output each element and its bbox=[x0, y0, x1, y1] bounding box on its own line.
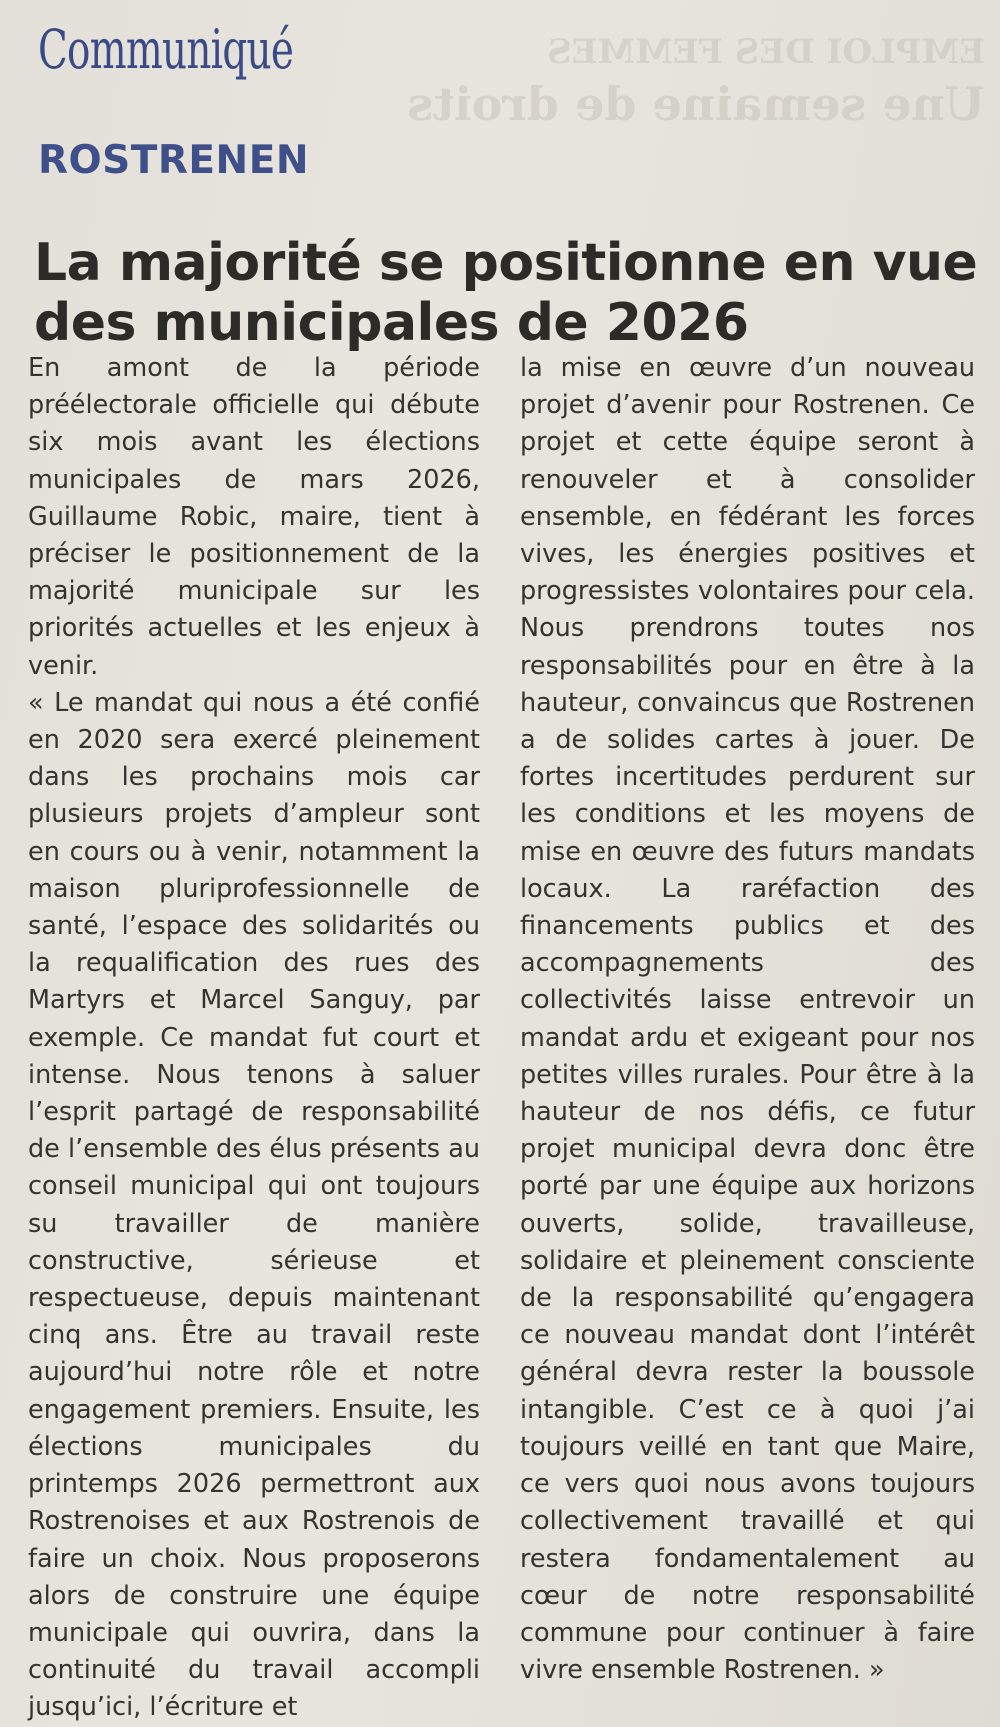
bleed-through-text bbox=[407, 30, 985, 134]
article-column-right bbox=[520, 350, 975, 1689]
location-kicker: ROSTRENEN bbox=[38, 138, 309, 183]
article-quote-part-1: « Le mandat qui nous a été confié en 2020 sera exercé pleinement dans les prochains mois car plusieurs projets d’ampleur sont en cours ou à venir, notamment la maison pluriprofessionnelle de santé, l’espace des solidarités ou la requalification des rues des Martyrs et Marcel Sanguy, par exemple. Ce mandat fut court et intense. Nous tenons à saluer l’esprit partagé de responsabilité de l’ensemble des élus présents au conseil municipal qui ont toujours su travailler de manière constructive, sérieuse et respectueuse, depuis maintenant cinq ans. Être au travail reste aujourd’hui notre rôle et notre engagement premiers. Ensuite, les élections municipales du printemps 2026 permettront aux Rostrenoises et aux Rostrenois de faire un choix. Nous proposerons alors de construire une équipe municipale qui ouvrira, dans la continuité du travail accompli jusqu’ici, l’écriture et bbox=[28, 687, 480, 1723]
bleed-through-line-1: EMPLOI DES FEMMES bbox=[547, 32, 985, 72]
article-column-left bbox=[28, 350, 480, 1727]
article-headline: La majorité se positionne en vue des municipales de 2026 bbox=[34, 232, 978, 353]
section-label: Communiqué bbox=[38, 18, 294, 81]
article-intro: En amont de la période préélectorale officielle qui débute six mois avant les élections municipales de mars 2026, Guillaume Robic, maire, tient à préciser le positionnement de la majorité municipale sur les priorités actuelles et les enjeux à venir. bbox=[28, 353, 480, 681]
article-quote-part-2: la mise en œuvre d’un nouveau projet d’avenir pour Rostrenen. Ce projet et cette équipe seront à renouveler et à consolider ensemble, en fédérant les forces vives, les énergies positives et progressistes volontaires pour cela. Nous prendrons toutes nos responsabilités pour en être à la hauteur, convaincus que Rostrenen a de solides cartes à jouer. De fortes incertitudes perdurent sur les conditions et les moyens de mise en œuvre des futurs mandats locaux. La raréfaction des financements publics et des accompagnements des collectivités laisse entrevoir un mandat ardu et exigeant pour nos petites villes rurales. Pour être à la hauteur de nos défis, ce futur projet municipal devra donc être porté par une équipe aux horizons ouverts, solide, travailleuse, solidaire et pleinement consciente de la responsabilité qu’engagera ce nouveau mandat dont l’intérêt général devra rester la boussole intangible. C’est ce à quoi j’ai toujours veillé en tant que Maire, ce vers quoi nous avons toujours collectivement travaillé et qui restera fondamentalement au cœur de notre responsabilité commune pour continuer à faire vivre ensemble Rostrenen. » bbox=[520, 353, 975, 1686]
bleed-through-line-2: Une semaine de droits bbox=[407, 77, 985, 131]
